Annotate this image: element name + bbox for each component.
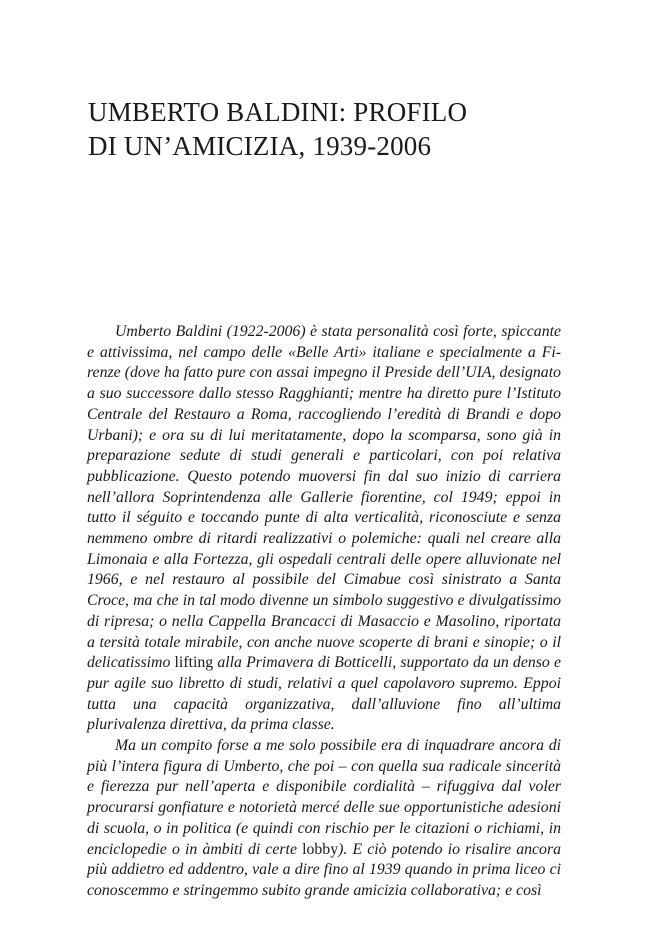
paragraph-1 [87,322,561,736]
paragraph-1-text-a: Umberto Baldini (1922-2006) è stata personalità così forte, spiccante e attivissima, nel campo delle «Belle Arti» italiane e specialmente a Firenze (dove ha fatto pure con assai impegno il Preside dell’UIA, designato a suo successore dallo stesso Ragghianti; mentre ha diretto pure l’Istituto Centrale del Restauro a Roma, raccogliendo l’eredità di Brandi e dopo Urbani); e ora su di lui meritatamente, dopo la scomparsa, sono già in preparazione sedute di studi generali e particolari, con poi relativa pubblicazione. Questo potendo muoversi fin dal suo inizio di carriera nell’allora Soprintendenza alle Gallerie fiorentine, col 1949; eppoi in tutto il séguito e toccando punte di alta verticalità, riconosciute e senza nemmeno ombre di ritardi realizzativi o polemiche: quali nel creare alla Limonaia e alla Fortezza, gli ospedali centrali delle opere alluvionate nel 1966, e nel restauro al possibile del Cimabue così sinistrato a Santa Croce, ma che in tal modo divenne un simbolo suggestivo e divulgatissimo di ripresa; o nella Cappella Brancacci di Masaccio e Masolino, riportata a tersità totale mirabile, con anche nuove scoperte di brani e sinopie; o il delicatissimo [87,323,561,672]
paragraph-2-text-b: ). E ciò potendo io risalire ancora più addietro ed addentro, vale a dire fino al 1939 quando in prima liceo ci conoscemmo e stringemmo subito grande amicizia collaborativa; e così [87,840,561,899]
chapter-title-line-2: DI UN’AMICIZIA, 1939-2006 [88,131,432,161]
chapter-title-line-1: UMBERTO BALDINI: PROFILO [88,97,468,127]
body-text [87,322,561,902]
paragraph-2-roman-word: lobby [302,840,339,858]
paragraph-2 [87,736,561,902]
chapter-title [88,95,568,163]
paragraph-1-text-b: alla Primavera di Botticelli, supportato da un denso e pur agile suo libretto di studi, relativi a quel capolavoro supremo. Eppoi tutta una capacità organizzativa, dall’alluvione fino all’ultima plurivalenza direttiva, da prima classe. [87,654,561,734]
paragraph-1-roman-word: lifting [174,654,214,672]
paragraph-2-text-a: Ma un compito forse a me solo possibile era di inquadrare ancora di più l’intera figura di Umberto, che poi – con quella sua radicale sincerità e fierezza pur nell’aperta e disponibile cordialità – rifuggiva dal voler procurarsi gonfiature e notorietà mercé delle sue opportunistiche adesioni di scuola, o in politica (e quindi con rischio per le citazioni o richiami, in enciclopedie o in àmbiti di certe [87,737,561,858]
